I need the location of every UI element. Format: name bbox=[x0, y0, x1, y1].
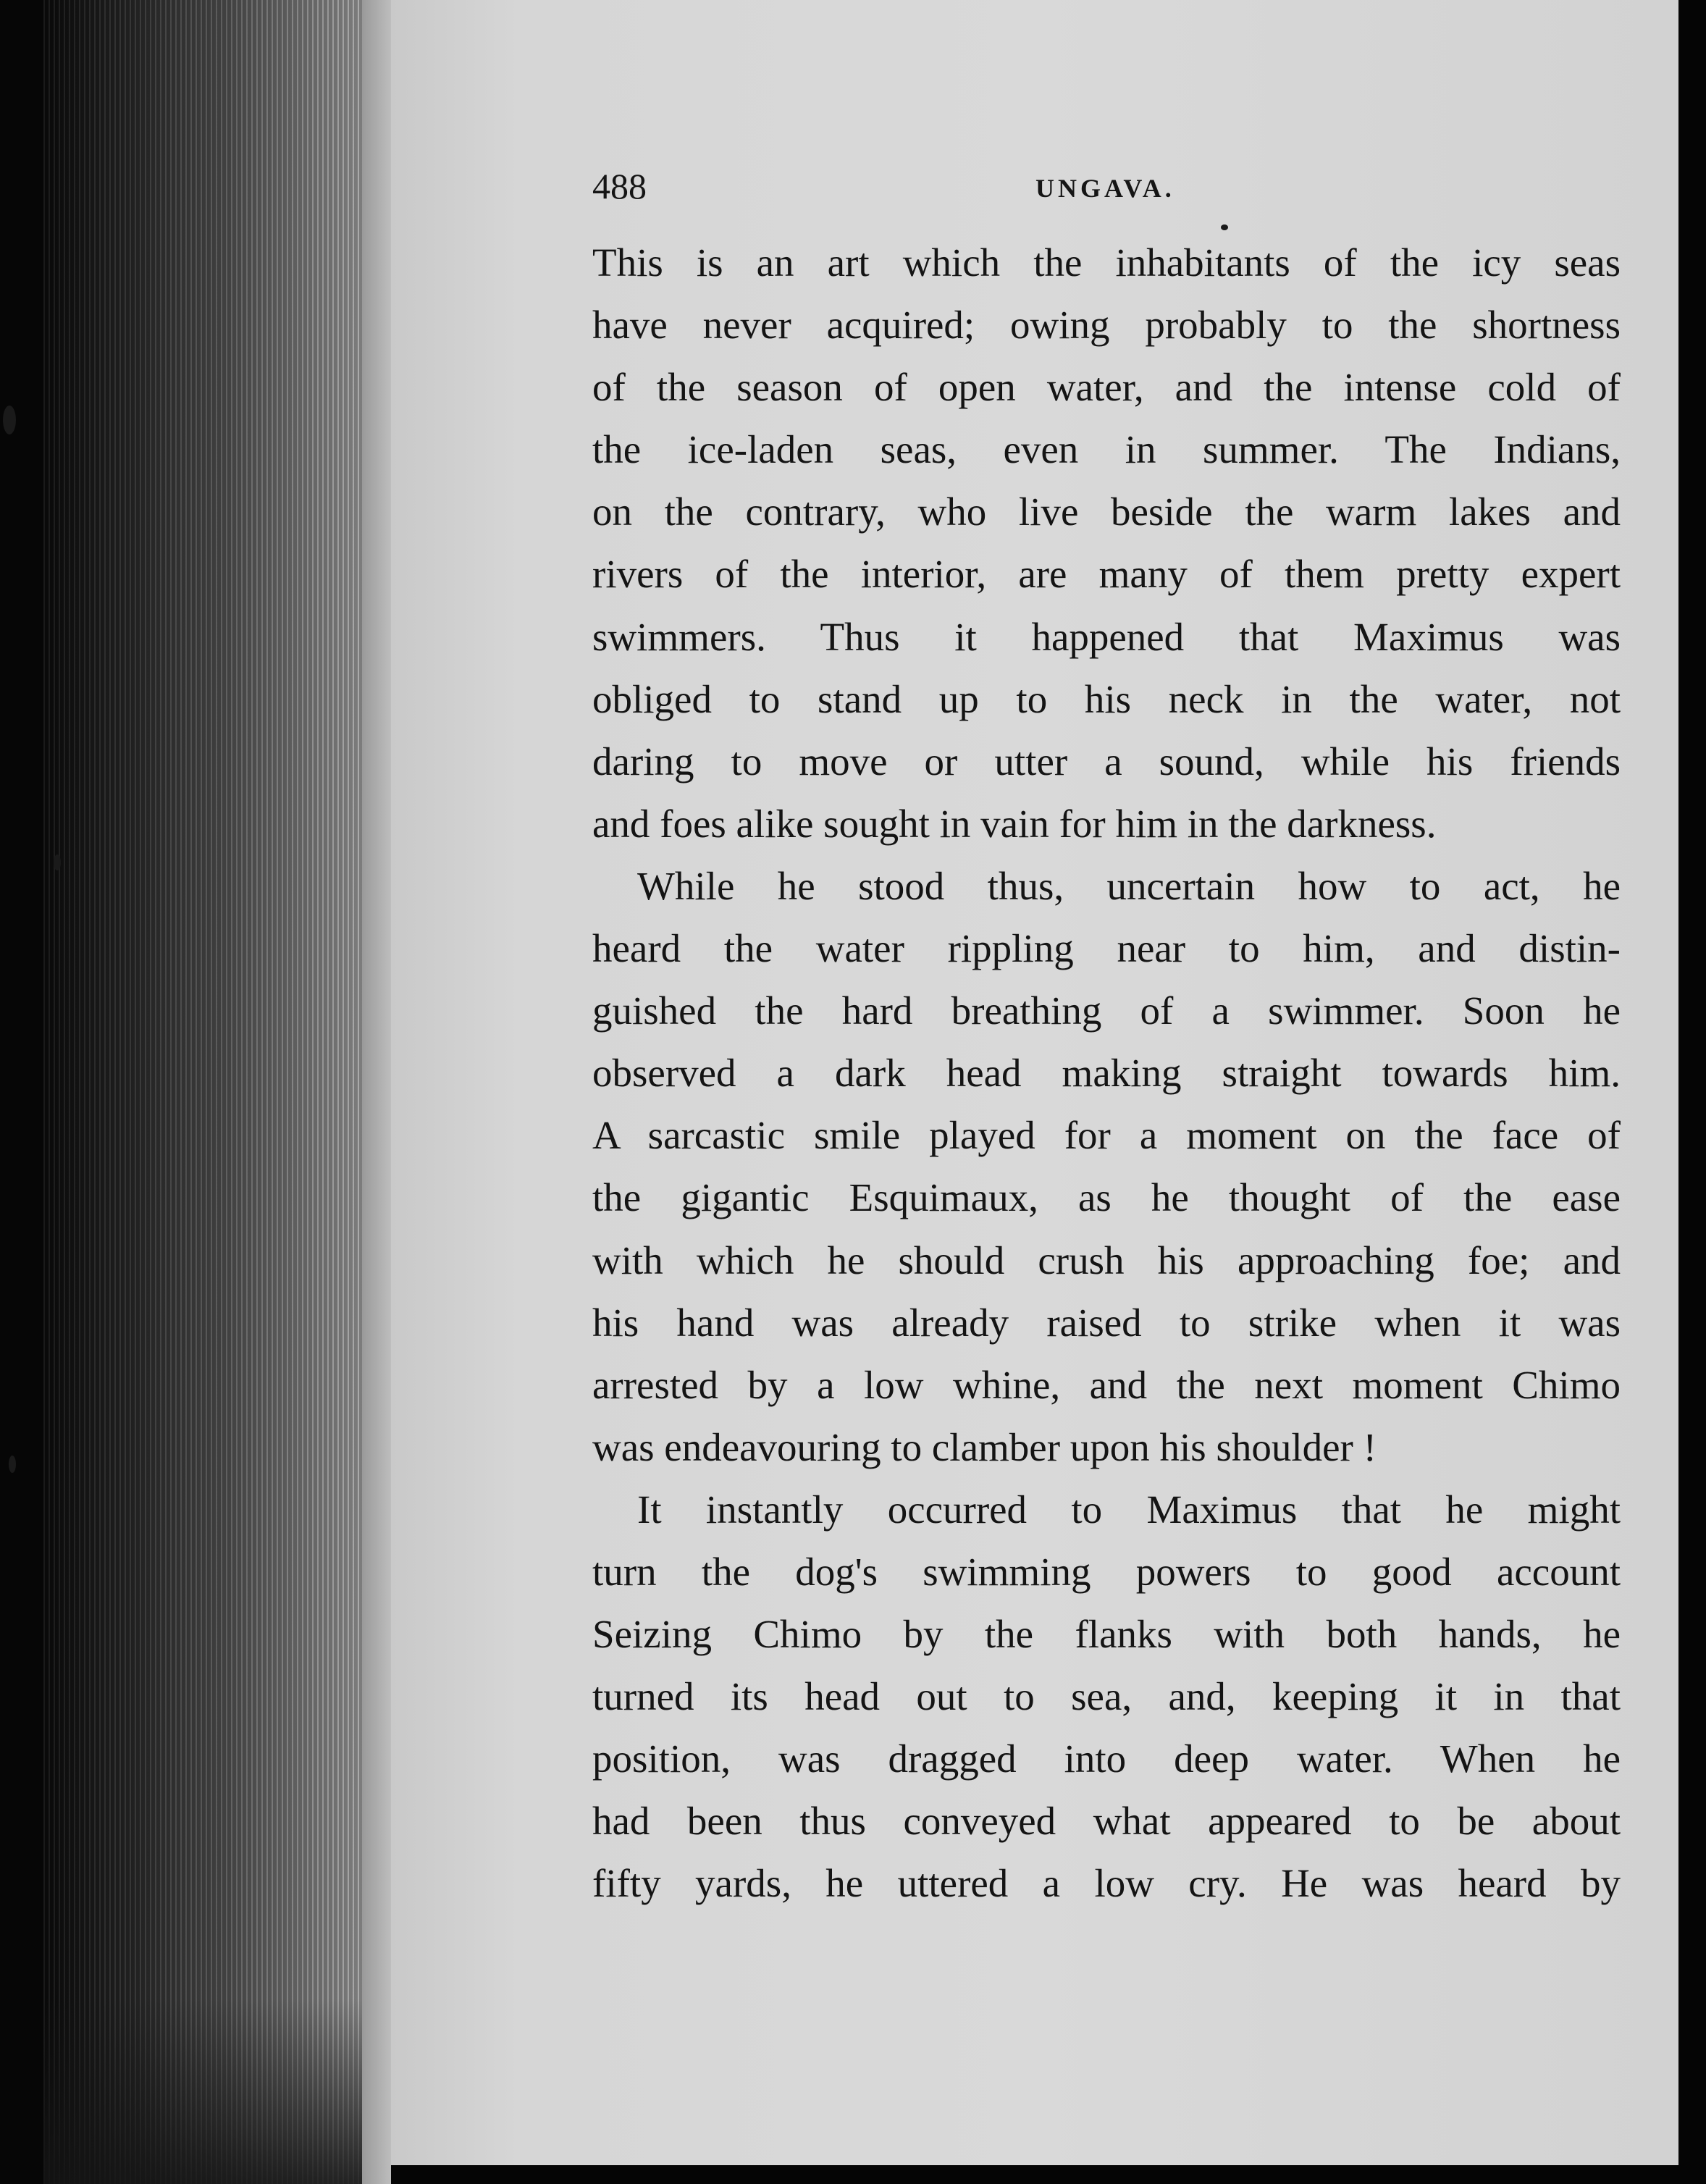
text-line: heard the water rippling near to him, and distin- bbox=[592, 926, 1621, 971]
text-line: have never acquired; owing probably to the shortness bbox=[592, 303, 1621, 348]
paragraph bbox=[592, 1479, 1621, 1915]
page-number: 488 bbox=[592, 166, 647, 206]
scan-border-right bbox=[1678, 0, 1706, 2184]
text-line: his hand was already raised to strike when it was bbox=[592, 1300, 1621, 1345]
book-page-edges bbox=[43, 0, 391, 2184]
text-line: of the season of open water, and the intense cold of bbox=[592, 365, 1621, 410]
text-line: had been thus conveyed what appeared to be about bbox=[592, 1799, 1621, 1844]
scan-speck bbox=[3, 406, 16, 434]
text-line: While he stood thus, uncertain how to act, he bbox=[637, 863, 1621, 908]
text-line: on the contrary, who live beside the warm lakes and bbox=[592, 490, 1621, 534]
text-line: swimmers. Thus it happened that Maximus was bbox=[592, 614, 1621, 659]
text-line: daring to move or utter a sound, while his friends bbox=[592, 739, 1621, 784]
scan-border-bottom bbox=[391, 2165, 1706, 2184]
text-line: It instantly occurred to Maximus that he might bbox=[637, 1487, 1621, 1532]
text-line: This is an art which the inhabitants of the icy seas bbox=[592, 240, 1621, 285]
text-line: the gigantic Esquimaux, as he thought of the ease bbox=[592, 1175, 1621, 1220]
paragraph bbox=[592, 232, 1621, 855]
text-line: observed a dark head making straight towards him. bbox=[592, 1051, 1621, 1096]
paragraph bbox=[592, 855, 1621, 1479]
text-line: Seizing Chimo by the flanks with both hands, he bbox=[592, 1612, 1621, 1657]
text-line: A sarcastic smile played for a moment on the face of bbox=[592, 1113, 1621, 1158]
body-text bbox=[592, 232, 1621, 1915]
text-line: guished the hard breathing of a swimmer. Soon he bbox=[592, 988, 1621, 1033]
text-line: turned its head out to sea, and, keeping it in that bbox=[592, 1674, 1621, 1719]
text-line: arrested by a low whine, and the next moment Chimo bbox=[592, 1362, 1621, 1407]
text-line: rivers of the interior, are many of them pretty expert bbox=[592, 552, 1621, 597]
text-line: and foes alike sought in vain for him in the darkness. bbox=[592, 801, 1437, 846]
running-head: UNGAVA. bbox=[1035, 174, 1175, 203]
text-line: fifty yards, he uttered a low cry. He was heard by bbox=[592, 1861, 1621, 1906]
text-line: the ice-laden seas, even in summer. The Indians, bbox=[592, 427, 1621, 472]
scan-speck bbox=[54, 854, 61, 870]
page-header bbox=[592, 161, 1621, 211]
text-line: was endeavouring to clamber upon his shoulder ! bbox=[592, 1424, 1377, 1469]
text-line: position, was dragged into deep water. When he bbox=[592, 1736, 1621, 1781]
text-line: obliged to stand up to his neck in the water, not bbox=[592, 676, 1621, 721]
scan-speck bbox=[9, 1456, 16, 1473]
scan-speck bbox=[1221, 224, 1228, 230]
text-line: with which he should crush his approaching foe; and bbox=[592, 1238, 1621, 1282]
text-line: turn the dog's swimming powers to good account bbox=[592, 1549, 1621, 1594]
